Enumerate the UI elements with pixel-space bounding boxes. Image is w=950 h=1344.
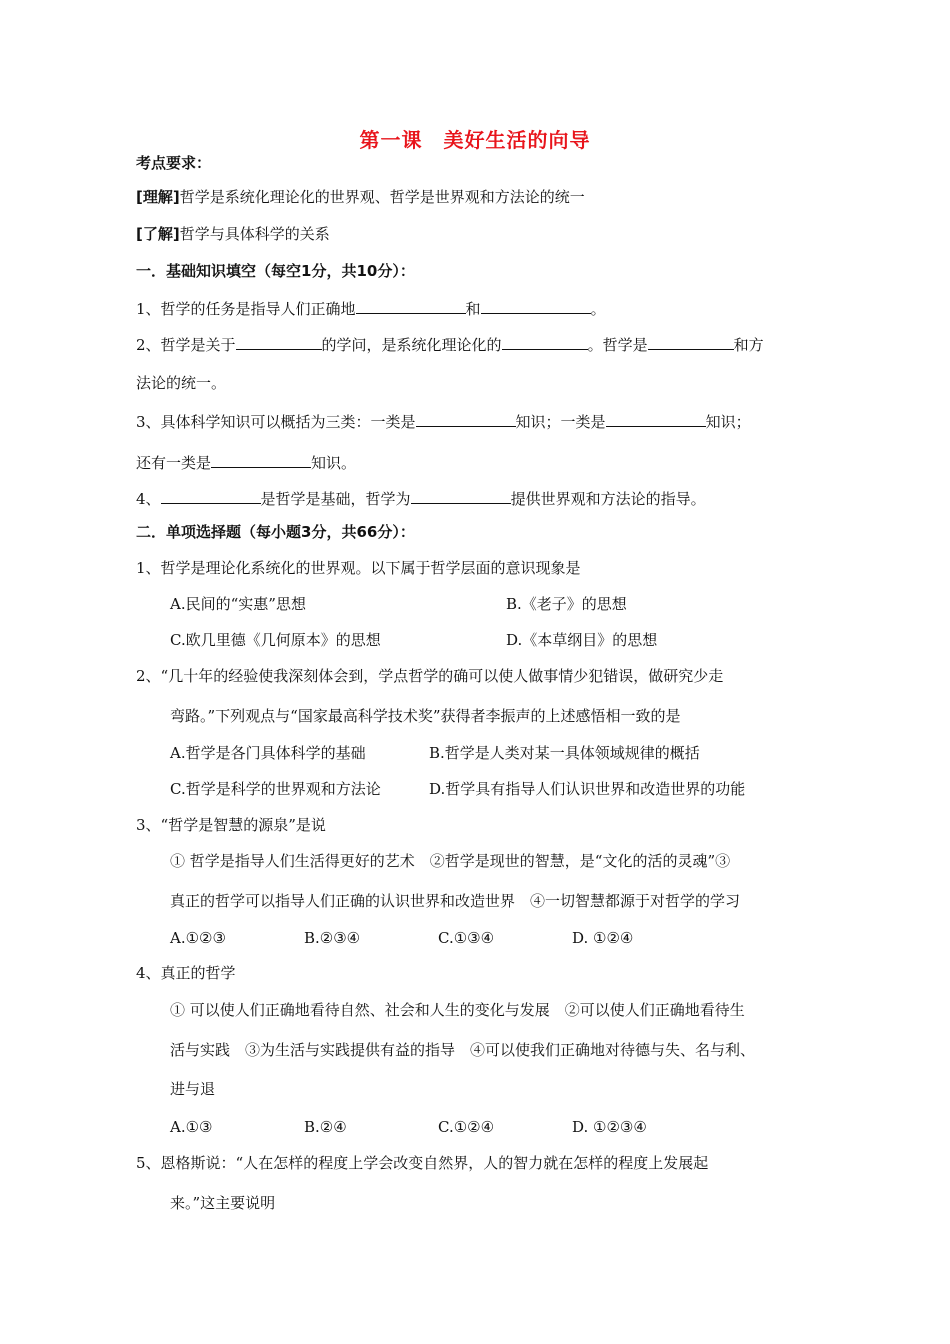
- mc-q1-option-a[interactable]: A.民间的“实惠”思想: [170, 595, 306, 613]
- requirements-heading: 考点要求：: [136, 154, 212, 172]
- mc-question-1-stem: 1、哲学是理论化系统化的世界观。以下属于哲学层面的意识现象是: [136, 559, 581, 577]
- q3-text-e: 知识。: [311, 454, 357, 472]
- page-title: 第一课 美好生活的向导: [359, 128, 591, 152]
- mc-q1-option-d[interactable]: D.《本草纲目》的思想: [506, 631, 658, 649]
- q2-text-d: 和方: [733, 336, 764, 354]
- mc-q4-option-d[interactable]: D. ①②③④: [572, 1118, 647, 1136]
- mc-q1-option-b[interactable]: B.《老子》的思想: [506, 595, 627, 613]
- mc-q3-option-d[interactable]: D. ①②④: [572, 929, 634, 947]
- fill-question-4: [136, 487, 706, 509]
- fill-question-3: [136, 410, 751, 432]
- fill-question-1: [136, 297, 606, 319]
- fill-question-2: [136, 333, 764, 355]
- q4-text-c: 提供世界观和方法论的指导。: [510, 490, 706, 508]
- mc-q4-option-b[interactable]: B.②④: [304, 1118, 347, 1136]
- mc-q4-statements-3: 进与退: [170, 1080, 216, 1098]
- mc-q3-option-a[interactable]: A.①②③: [170, 929, 226, 947]
- mc-q4-statements-1: ① 可以使人们正确地看待自然、社会和人生的变化与发展 ②可以使人们正确地看待生: [170, 1001, 745, 1019]
- mc-q2-option-b[interactable]: B.哲学是人类对某一具体领域规律的概括: [429, 744, 700, 762]
- blank-field[interactable]: [416, 410, 516, 427]
- mc-q3-option-c[interactable]: C.①③④: [438, 929, 495, 947]
- understand-tag: [理解]: [136, 188, 180, 206]
- blank-field[interactable]: [161, 487, 261, 504]
- q4-text-a: 4、: [136, 490, 161, 508]
- understand-text: 哲学是系统化理论化的世界观、哲学是世界观和方法论的统一: [179, 188, 585, 206]
- requirement-understand: [136, 187, 585, 207]
- q2-text-b: 的学问，是系统化理论化的: [321, 336, 502, 354]
- blank-field[interactable]: [502, 333, 588, 350]
- q3-text-d: 还有一类是: [136, 454, 212, 472]
- mc-q2-option-d[interactable]: D.哲学具有指导人们认识世界和改造世界的功能: [429, 780, 746, 798]
- q3-text-c: 知识；: [705, 413, 751, 431]
- blank-field[interactable]: [606, 410, 706, 427]
- q2-text-a: 2、哲学是关于: [136, 336, 236, 354]
- q2-text-c: 。哲学是: [587, 336, 648, 354]
- blank-field[interactable]: [481, 297, 591, 314]
- q4-text-b: 是哲学是基础，哲学为: [260, 490, 411, 508]
- mc-q3-statements-2: 真正的哲学可以指导人们正确的认识世界和改造世界 ④一切智慧都源于对哲学的学习: [170, 892, 741, 910]
- mc-q2-option-a[interactable]: A.哲学是各门具体科学的基础: [170, 744, 366, 762]
- mc-q2-option-c[interactable]: C.哲学是科学的世界观和方法论: [170, 780, 381, 798]
- mc-q4-option-a[interactable]: A.①③: [170, 1118, 213, 1136]
- mc-question-5-stem: 5、恩格斯说：“人在怎样的程度上学会改变自然界，人的智力就在怎样的程度上发展起: [136, 1154, 709, 1172]
- mc-question-5-stem-cont: 来。”这主要说明: [170, 1194, 276, 1212]
- blank-field[interactable]: [648, 333, 734, 350]
- mc-question-2-stem-cont: 弯路。”下列观点与“国家最高科学技术奖”获得者李振声的上述感悟相一致的是: [170, 707, 681, 725]
- mc-question-2-stem: 2、“几十年的经验使我深刻体会到，学点哲学的确可以使人做事情少犯错误，做研究少走: [136, 667, 724, 685]
- q1-text-c: 。: [590, 300, 606, 318]
- q1-text-a: 1、哲学的任务是指导人们正确地: [136, 300, 356, 318]
- mc-q3-option-b[interactable]: B.②③④: [304, 929, 361, 947]
- requirement-know: [136, 224, 330, 244]
- q3-text-b: 知识；一类是: [515, 413, 606, 431]
- blank-field[interactable]: [211, 451, 311, 468]
- section1-heading: 一．基础知识填空（每空1分，共10分）：: [136, 262, 415, 280]
- mc-question-4-stem: 4、真正的哲学: [136, 964, 236, 982]
- know-tag: [了解]: [136, 225, 180, 243]
- q1-text-b: 和: [465, 300, 481, 318]
- blank-field[interactable]: [236, 333, 322, 350]
- blank-field[interactable]: [356, 297, 466, 314]
- q3-text-a: 3、具体科学知识可以概括为三类：一类是: [136, 413, 416, 431]
- blank-field[interactable]: [411, 487, 511, 504]
- mc-question-3-stem: 3、“哲学是智慧的源泉”是说: [136, 816, 326, 834]
- mc-q1-option-c[interactable]: C.欧几里德《几何原本》的思想: [170, 631, 381, 649]
- mc-q4-option-c[interactable]: C.①②④: [438, 1118, 495, 1136]
- know-text: 哲学与具体科学的关系: [179, 225, 330, 243]
- mc-q3-statements-1: ① 哲学是指导人们生活得更好的艺术 ②哲学是现世的智慧，是“文化的活的灵魂”③: [170, 852, 731, 870]
- mc-q4-statements-2: 活与实践 ③为生活与实践提供有益的指导 ④可以使我们正确地对待德与失、名与利、: [170, 1041, 756, 1059]
- fill-question-2-cont: 法论的统一。: [136, 374, 227, 392]
- section2-heading: 二．单项选择题（每小题3分，共66分）：: [136, 523, 415, 541]
- fill-question-3-cont: [136, 451, 356, 473]
